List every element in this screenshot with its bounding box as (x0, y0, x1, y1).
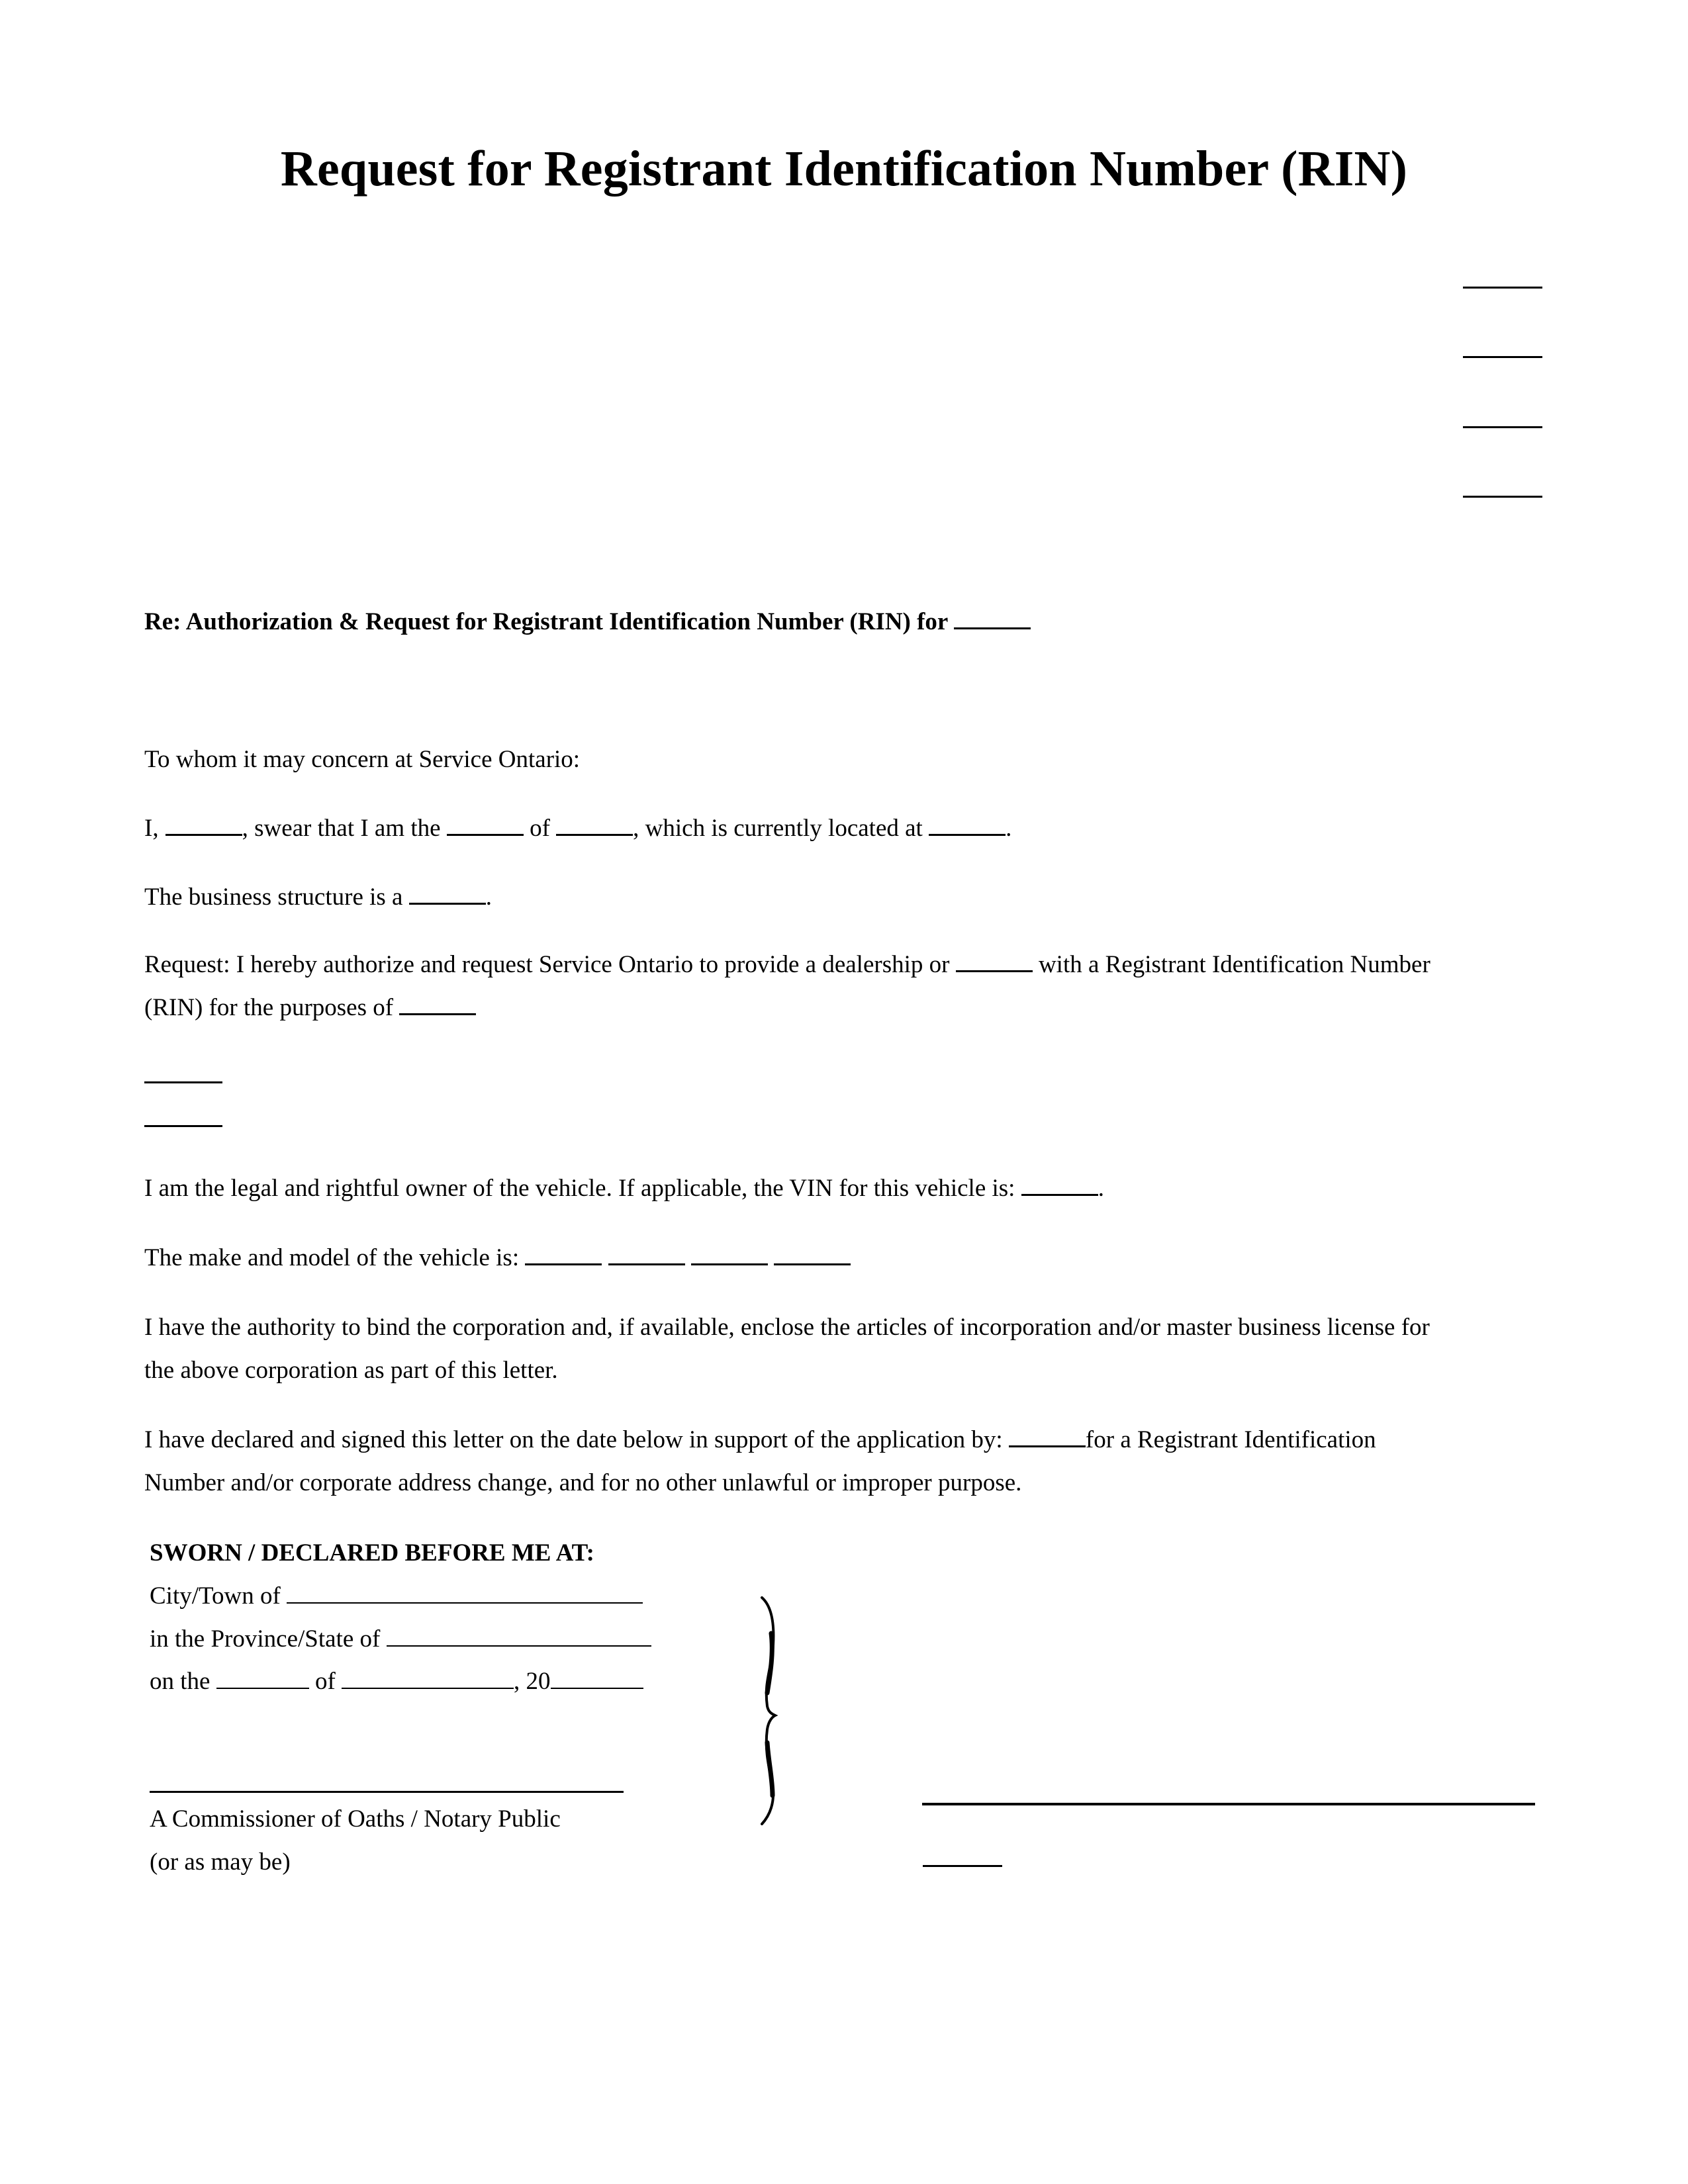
city-label: City/Town of (150, 1582, 281, 1610)
make-model-field-3[interactable] (691, 1244, 768, 1265)
structure-text: The business structure is a (144, 884, 403, 911)
city-line (150, 1582, 643, 1611)
request-text-2: with a Registrant Identification Number (1038, 951, 1430, 978)
sworn-heading: SWORN / DECLARED BEFORE ME AT: (150, 1539, 594, 1567)
business-structure-line (144, 883, 1548, 912)
request-line-1 (144, 950, 1548, 979)
month-field[interactable] (342, 1668, 514, 1689)
day-field[interactable] (216, 1668, 309, 1689)
sender-address-line-2[interactable] (1463, 356, 1542, 358)
declarant-signature-line[interactable] (922, 1803, 1535, 1805)
dealership-name-field[interactable] (956, 950, 1033, 972)
date-text-2: of (314, 1668, 336, 1695)
declared-line-1 (144, 1426, 1548, 1455)
declarant-title-field[interactable] (447, 814, 524, 836)
subject-line (144, 608, 1548, 637)
declared-line-2: Number and/or corporate address change, and for no other unlawful or improper purpose. (144, 1469, 1022, 1496)
date-text-1: on the (150, 1668, 211, 1695)
subject-text: Re: Authorization & Request for Registrant Identification Number (RIN) for (144, 608, 948, 635)
sender-address-line-4[interactable] (1463, 496, 1542, 498)
sender-address-line-3[interactable] (1463, 426, 1542, 428)
make-model-field-2[interactable] (608, 1244, 685, 1265)
company-address-field[interactable] (929, 814, 1006, 836)
ownership-text: I am the legal and rightful owner of the vehicle. If applicable, the VIN for this vehicle is: (144, 1175, 1015, 1202)
commissioner-label: A Commissioner of Oaths / Notary Public (150, 1805, 561, 1833)
declared-text-1: I have declared and signed this letter on the date below in support of the application by: (144, 1426, 1003, 1453)
make-model-line (144, 1244, 1548, 1273)
subject-name-field[interactable] (954, 608, 1031, 629)
structure-period: . (485, 884, 492, 911)
city-field[interactable] (287, 1582, 643, 1604)
sender-address-line-1[interactable] (1463, 287, 1542, 289)
swear-text-1: I, (144, 815, 159, 842)
document-title: Request for Registrant Identification Number (RIN) (280, 141, 1408, 197)
swear-line (144, 814, 1548, 843)
province-line (150, 1625, 651, 1654)
make-model-field-4[interactable] (774, 1244, 851, 1265)
swear-text-3: of (530, 815, 550, 842)
business-structure-field[interactable] (409, 883, 486, 905)
date-text-3: , 20 (514, 1668, 551, 1695)
brace-icon (758, 1594, 784, 1825)
date-line (150, 1667, 643, 1696)
swear-text-5: . (1006, 815, 1012, 842)
extra-line-2[interactable] (144, 1125, 222, 1127)
province-label: in the Province/State of (150, 1625, 381, 1653)
extra-line-1[interactable] (144, 1081, 222, 1083)
ownership-period: . (1098, 1175, 1104, 1202)
request-text-3: (RIN) for the purposes of (144, 994, 394, 1021)
make-model-field-1[interactable] (525, 1244, 602, 1265)
vin-field[interactable] (1021, 1174, 1098, 1196)
company-name-field[interactable] (556, 814, 633, 836)
declared-text-2: for a Registrant Identification (1085, 1426, 1376, 1453)
declarant-printed-name-line[interactable] (923, 1865, 1002, 1867)
applicant-name-field[interactable] (1009, 1426, 1086, 1447)
authority-line-1: I have the authority to bind the corporation and, if available, enclose the articles of incorporation and/or master business license for (144, 1314, 1430, 1341)
make-model-text: The make and model of the vehicle is: (144, 1244, 520, 1271)
authority-line-2: the above corporation as part of this letter. (144, 1357, 558, 1384)
request-text-1: Request: I hereby authorize and request Service Ontario to provide a dealership or (144, 951, 950, 978)
swear-text-2: , swear that I am the (242, 815, 441, 842)
ownership-line (144, 1174, 1548, 1203)
declarant-name-field[interactable] (165, 814, 242, 836)
commissioner-sublabel: (or as may be) (150, 1848, 291, 1876)
salutation: To whom it may concern at Service Ontario: (144, 746, 581, 773)
province-field[interactable] (387, 1625, 651, 1647)
request-line-2 (144, 993, 1548, 1023)
commissioner-signature-line[interactable] (150, 1791, 624, 1793)
year-field[interactable] (551, 1668, 643, 1689)
swear-text-4: , which is currently located at (633, 815, 923, 842)
purpose-field[interactable] (399, 993, 476, 1015)
